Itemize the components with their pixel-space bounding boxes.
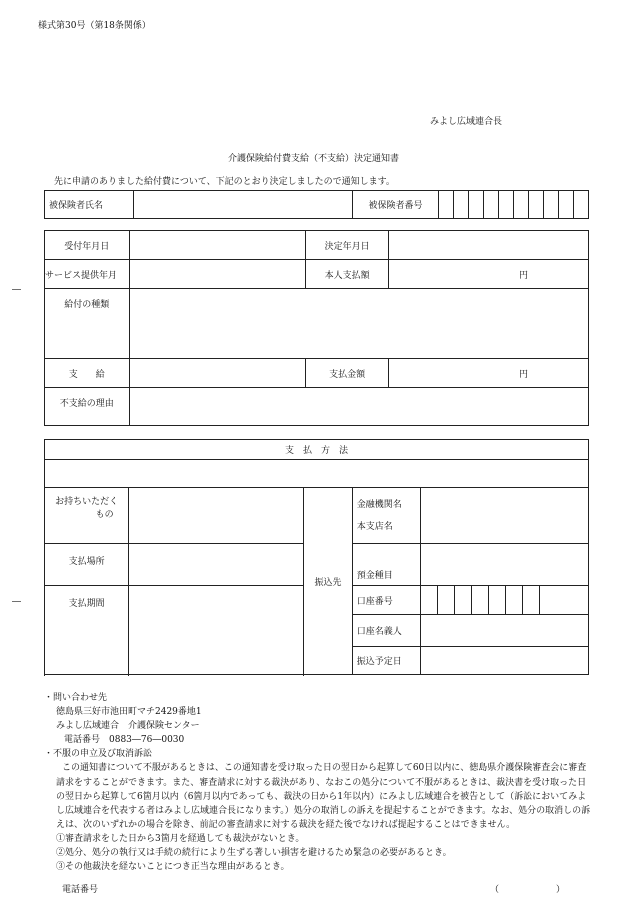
bring-items-field[interactable] <box>129 488 304 544</box>
form-number: 様式第30号（第18条関係） <box>38 21 151 31</box>
contact-phone: 電話番号 0883―76―0030 <box>64 735 185 746</box>
received-date-label: 受付年月日 <box>45 231 130 260</box>
decision-table <box>44 230 589 426</box>
payment-place-field[interactable] <box>129 544 304 586</box>
bank-label-cell <box>352 488 420 544</box>
bank-label: 金融機関名 <box>356 500 402 510</box>
insured-number-digit[interactable] <box>454 191 469 219</box>
payment-amount-label: 支払金額 <box>306 359 389 388</box>
transfer-date-label: 振込予定日 <box>352 647 420 675</box>
received-date-field[interactable] <box>129 231 306 260</box>
account-holder-label: 口座名義人 <box>352 615 420 647</box>
account-digit[interactable] <box>472 586 489 614</box>
yen-unit: 円 <box>518 369 528 380</box>
appeal-item: ③その他裁決を経ないことにつき正当な理由があるとき。 <box>56 862 290 873</box>
transfer-date-field[interactable] <box>420 647 588 675</box>
benefit-type-field[interactable] <box>129 289 588 359</box>
footer-phone-label: 電話番号 <box>62 885 99 895</box>
intro-text: 先に申請のありました給付費について、下記のとおり決定しましたので通知します。 <box>54 177 395 187</box>
self-pay-field[interactable] <box>388 260 588 289</box>
insured-number-digit[interactable] <box>574 191 589 219</box>
issuer: みよし広域連合長 <box>430 117 503 127</box>
contact-address: 徳島県三好市池田町マチ2429番地1 <box>56 707 202 718</box>
insured-table <box>44 190 589 219</box>
payment-amount-field[interactable] <box>388 359 588 388</box>
appeal-body: この通知書について不服があるときは、この通知書を受け取った日の翌日から起算して60日以内に、徳島県介護保険審査会に審査請求をすることができます。また、審査請求に対する裁決があり、なおこの処分について不服があるときは、裁決書を受け取った日の翌日から起算して6箇月以内（6箇月以内であっても、裁決の日から1年以内）にみよし広域連合を被告として（訴訟においてみよし広域連合を代表する者はみよし広域連合長になります。）処分の取消しの訴えを提起することができます。なお、処分の取消しの訴えは、次のいずれかの場合を除き、前記の審査請求に対する裁決を経た後でなければ提起することはできません。 <box>56 763 591 830</box>
insured-number-digit[interactable] <box>529 191 544 219</box>
payment-label: 支 給 <box>45 359 130 388</box>
payment-field[interactable] <box>129 359 306 388</box>
benefit-type-label: 給付の種類 <box>45 289 130 359</box>
payment-period-field[interactable] <box>129 586 304 675</box>
insured-number-digit[interactable] <box>484 191 499 219</box>
insured-name-label: 被保険者氏名 <box>45 191 134 219</box>
decision-date-field[interactable] <box>388 231 588 260</box>
account-no-label: 口座番号 <box>352 586 420 615</box>
account-digit[interactable] <box>438 586 455 614</box>
appeal-item: ②処分、処分の執行又は手続の続行により生ずる著しい損害を避けるため緊急の必要があるとき。 <box>56 848 452 859</box>
insured-number-digit[interactable] <box>499 191 514 219</box>
contact-org: みよし広域連合 介護保険センター <box>56 721 200 732</box>
margin-mark: ― <box>12 597 21 607</box>
insured-number-digit[interactable] <box>559 191 574 219</box>
footer-paren-open: （ <box>490 885 500 895</box>
margin-mark: ― <box>12 285 21 295</box>
refusal-reason-field[interactable] <box>129 388 588 426</box>
service-month-label: サービス提供年月 <box>45 260 130 289</box>
account-digit[interactable] <box>506 586 523 614</box>
insured-number-label: 被保険者番号 <box>353 191 439 219</box>
notes-section <box>44 691 594 874</box>
account-digit[interactable] <box>523 586 540 614</box>
bank-field[interactable] <box>420 488 588 544</box>
contact-heading: ・問い合わせ先 <box>44 693 108 703</box>
payment-method-field[interactable] <box>45 460 589 488</box>
bring-label-line1: お持ちいただく <box>55 497 119 507</box>
page-title: 介護保険給付費支給（不支給）決定通知書 <box>228 154 400 164</box>
payment-method-header: 支 払 方 法 <box>45 440 589 460</box>
account-digit[interactable] <box>455 586 472 614</box>
payment-period-label: 支払期間 <box>45 586 129 675</box>
payment-method-table <box>44 439 589 675</box>
appeal-item: ①審査請求をした日から3箇月を経過しても裁決がないとき。 <box>56 833 305 844</box>
account-digit[interactable] <box>489 586 506 614</box>
bring-label-line2: もの <box>95 510 114 520</box>
insured-name-field[interactable] <box>134 191 353 219</box>
refusal-reason-label: 不支給の理由 <box>45 388 130 426</box>
self-pay-label: 本人支払額 <box>306 260 389 289</box>
account-no-field[interactable] <box>420 586 588 615</box>
insured-number-digit[interactable] <box>469 191 484 219</box>
appeal-heading: ・不服の申立及び取消訴訟 <box>44 749 153 760</box>
service-month-field[interactable] <box>129 260 306 289</box>
branch-label: 本支店名 <box>356 522 393 532</box>
account-holder-field[interactable] <box>420 615 588 647</box>
yen-unit: 円 <box>518 270 528 281</box>
footer-paren-close: ） <box>556 885 566 895</box>
insured-number-digit[interactable] <box>544 191 559 219</box>
decision-date-label: 決定年月日 <box>306 231 389 260</box>
insured-number-digit[interactable] <box>439 191 454 219</box>
account-digit[interactable] <box>421 586 438 614</box>
bring-items-label <box>45 488 129 544</box>
payment-place-label: 支払場所 <box>45 544 129 586</box>
deposit-type-field[interactable] <box>420 544 588 586</box>
insured-number-digit[interactable] <box>514 191 529 219</box>
transfer-label: 振込先 <box>304 488 352 675</box>
deposit-type-label: 預金種目 <box>352 544 420 586</box>
